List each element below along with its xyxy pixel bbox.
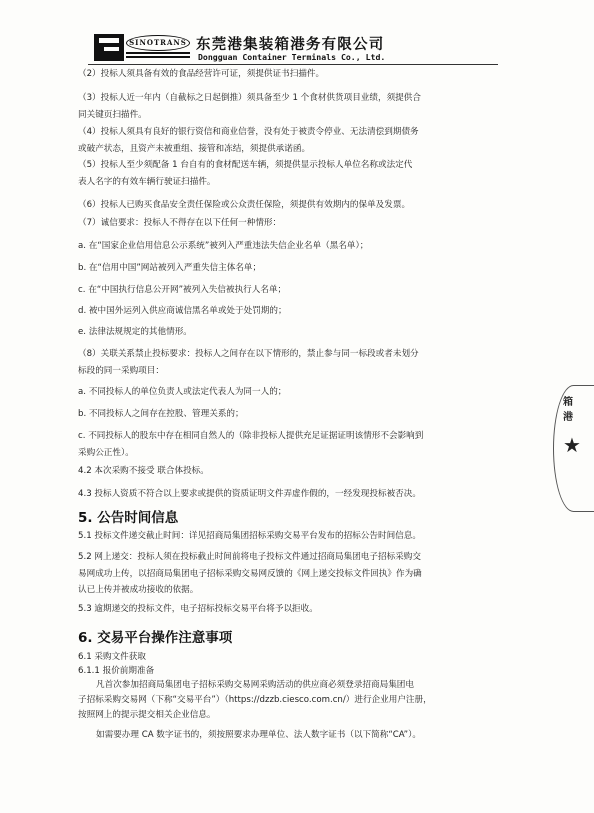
subsection-heading: 6.1 采购文件获取 — [78, 652, 146, 662]
subsection-heading: 6.1.1 报价前期准备 — [78, 666, 155, 676]
paragraph: 凡首次参加招商局集团电子招标采购交易网采购活动的供应商必须登录招商局集团电 — [96, 680, 414, 690]
list-item: b. 在“信用中国”网站被列入严重失信主体名单； — [78, 263, 262, 273]
paragraph: 5.2 网上递交：投标人须在投标截止时间前将电子投标文件通过招商局集团电子招标采购交 易网成功上传，以招商局集团电子招标采购交易网反馈的《网上递交投标文件回执》作为确 认已上传并被成功接收的依据。 — [78, 552, 422, 595]
paragraph: （2）投标人须具备有效的食品经营许可证，须提供证书扫描件。 — [78, 69, 325, 79]
paragraph: （7）诚信要求：投标人不得存在以下任何一种情形： — [78, 218, 282, 228]
sinotrans-logo: SINOTRANS — [126, 35, 190, 51]
header-divider — [88, 64, 498, 65]
paragraph: （4）投标人须具有良好的银行资信和商业信誉，没有处于被责令停业、无法清偿到期债务 或破产状态，且资产未被重组、接管和冻结，须提供承诺函。 — [78, 127, 419, 154]
paragraph: 子招标采购交易网（下称“交易平台”）（https://dzzb.ciesco.com.cn/）进行企业用户注册， 按照网上的提示提交相关企业信息。 — [78, 695, 432, 720]
letterhead — [0, 0, 579, 62]
paragraph: （8）关联关系禁止投标要求：投标人之间存在以下情形的，禁止参与同一标段或者未划分 标段的同一采购项目： — [78, 349, 419, 376]
list-item: a. 在“国家企业信用信息公示系统”被列入严重违法失信企业名单（黑名单）； — [78, 241, 369, 251]
list-item: c. 在“中国执行信息公开网”被列入失信被执行人名单； — [78, 285, 287, 295]
list-item: e. 法律法规规定的其他情形。 — [78, 327, 192, 337]
list-item: b. 不同投标人之间存在控股、管理关系的； — [78, 409, 244, 419]
list-item: c. 不同投标人的股东中存在相同自然人的（除非投标人提供充足证据证明该情形不会影响到 采购公正性）。 — [78, 431, 424, 458]
company-name-en: Dongguan Container Terminals Co., Ltd. — [198, 52, 386, 62]
paragraph: （5）投标人至少须配备 1 台自有的食材配送车辆，须提供显示投标人单位名称或法定代 表人名字的有效车辆行驶证扫描件。 — [78, 160, 413, 187]
list-item: a. 不同投标人的单位负责人或法定代表人为同一人的； — [78, 387, 287, 397]
paragraph: 5.3 逾期递交的投标文件，电子招标投标交易平台将予以拒收。 — [78, 604, 318, 614]
paragraph: （6）投标人已购买食品安全责任保险或公众责任保险，须提供有效期内的保单及发票。 — [78, 200, 411, 210]
company-name-cn: 东莞港集装箱港务有限公司 — [196, 37, 385, 53]
paragraph: （3）投标人近一年内（自截标之日起倒推）须具备至少 1 个食材供货项目业绩，须提供合 同关键页扫描件。 — [78, 93, 421, 120]
paragraph: 5.1 投标文件递交截止时间：详见招商局集团招标采购交易平台发布的招标公告时间信息。 — [78, 531, 421, 541]
company-seal: 箱港 ★ — [549, 385, 579, 515]
section-heading: 6. 交易平台操作注意事项 — [78, 630, 233, 646]
paragraph: 4.2 本次采购不接受 联合体投标。 — [78, 466, 209, 476]
list-item: d. 被中国外运列入供应商诚信黑名单或处于处罚期的； — [78, 306, 287, 316]
section-heading: 5. 公告时间信息 — [78, 510, 179, 526]
logo-lines — [126, 52, 190, 60]
paragraph: 4.3 投标人资质不符合以上要求或提供的资质证明文件弄虚作假的，一经发现投标被否决。 — [78, 489, 421, 499]
star-icon: ★ — [563, 433, 581, 457]
paragraph: 如需要办理 CA 数字证书的，须按照要求办理单位、法人数字证书（以下简称“CA”）。 — [96, 730, 421, 740]
company-logo-icon — [94, 34, 124, 61]
